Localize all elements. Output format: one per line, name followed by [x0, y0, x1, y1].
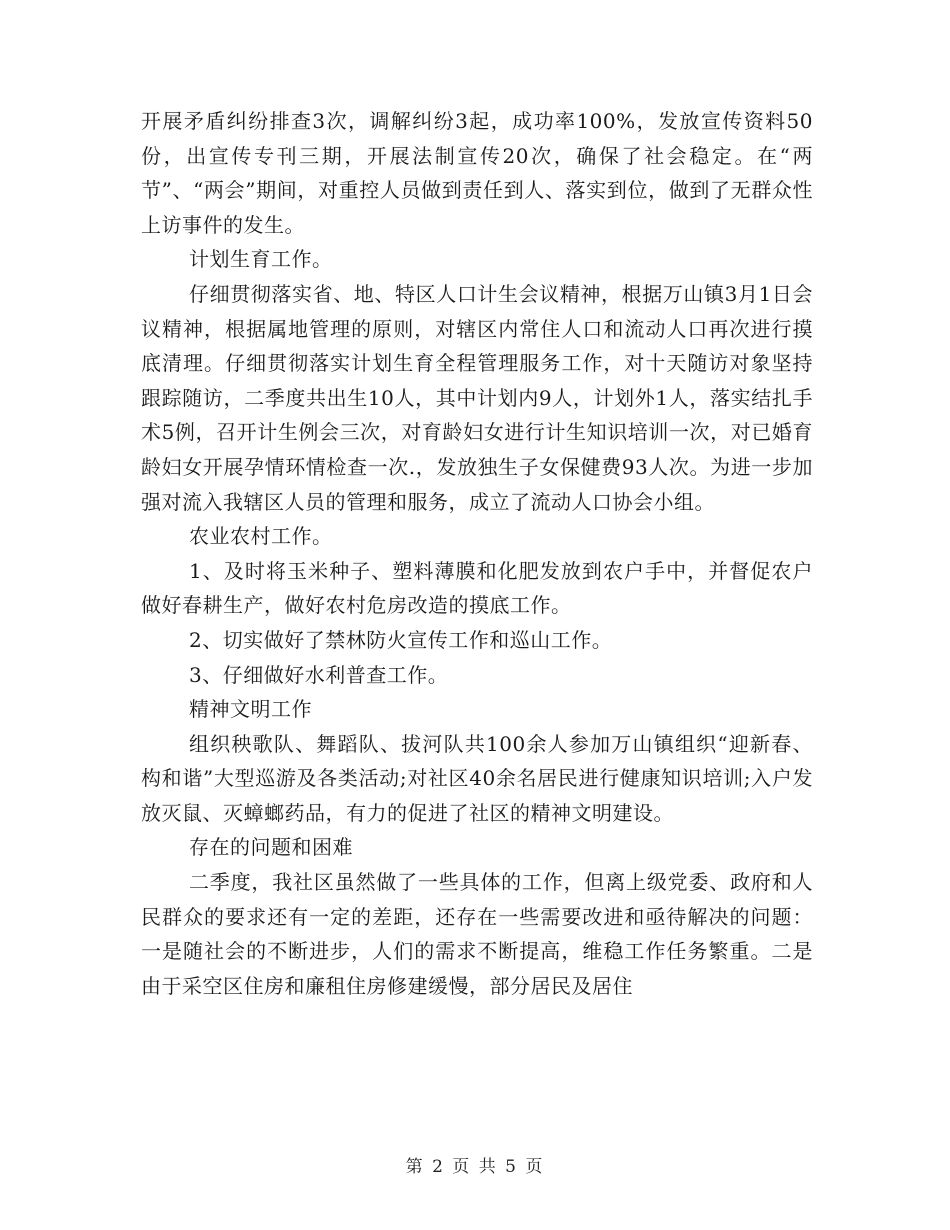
paragraph-agriculture-item-2: 2、切实做好了禁林防火宣传工作和巡山工作。 — [189, 627, 613, 652]
paragraph-agriculture-item-1: 1、及时将玉米种子、塑料薄膜和化肥发放到农户手中，并督促农户做好春耕生产，做好农村危房改造的摸底工作。 — [141, 558, 813, 618]
document-body — [141, 104, 813, 1003]
page-number-footer: 第 2 页 共 5 页 — [405, 1157, 545, 1177]
paragraph-agriculture-item-3: 3、仔细做好水利普查工作。 — [189, 662, 449, 687]
heading-civilization: 精神文明工作 — [189, 697, 312, 722]
paragraph-civilization: 组织秧歌队、舞蹈队、拔河队共100余人参加万山镇组织“迎新春、构和谐”大型巡游及各类活动;对社区40余名居民进行健康知识培训;入户发放灭鼠、灭蟑螂药品，有力的促进了社区的精神文明建设。 — [141, 731, 813, 825]
paragraph-stability: 开展矛盾纠纷排查3次，调解纠纷3起，成功率100%，发放宣传资料50份，出宣传专刊三期，开展法制宣传20次，确保了社会稳定。在“两节”、“两会”期间，对重控人员做到责任到人、落实到位，做到了无群众性上访事件的发生。 — [141, 109, 813, 237]
heading-agriculture: 农业农村工作。 — [189, 524, 333, 549]
paragraph-problems: 二季度，我社区虽然做了一些具体的工作，但离上级党委、政府和人民群众的要求还有一定的差距，还存在一些需要改进和亟待解决的问题：一是随社会的不断进步，人们的需求不断提高，维稳工作任务繁重。二是由于采空区住房和廉租住房修建缓慢，部分居民及居住 — [141, 870, 813, 998]
heading-problems: 存在的问题和困难 — [189, 835, 353, 860]
heading-family-planning: 计划生育工作。 — [189, 247, 333, 272]
paragraph-family-planning: 仔细贯彻落实省、地、特区人口计生会议精神，根据万山镇3月1日会议精神，根据属地管理的原则，对辖区内常住人口和流动人口再次进行摸底清理。仔细贯彻落实计划生育全程管理服务工作，对十天随访对象坚持跟踪随访，二季度共出生10人，其中计划内9人，计划外1人，落实结扎手术5例，召开计生例会三次，对育龄妇女进行计生知识培训一次，对已婚育龄妇女开展孕情环情检查一次.，发放独生子女保健费93人次。为进一步加强对流入我辖区人员的管理和服务，成立了流动人口协会小组。 — [141, 281, 813, 514]
